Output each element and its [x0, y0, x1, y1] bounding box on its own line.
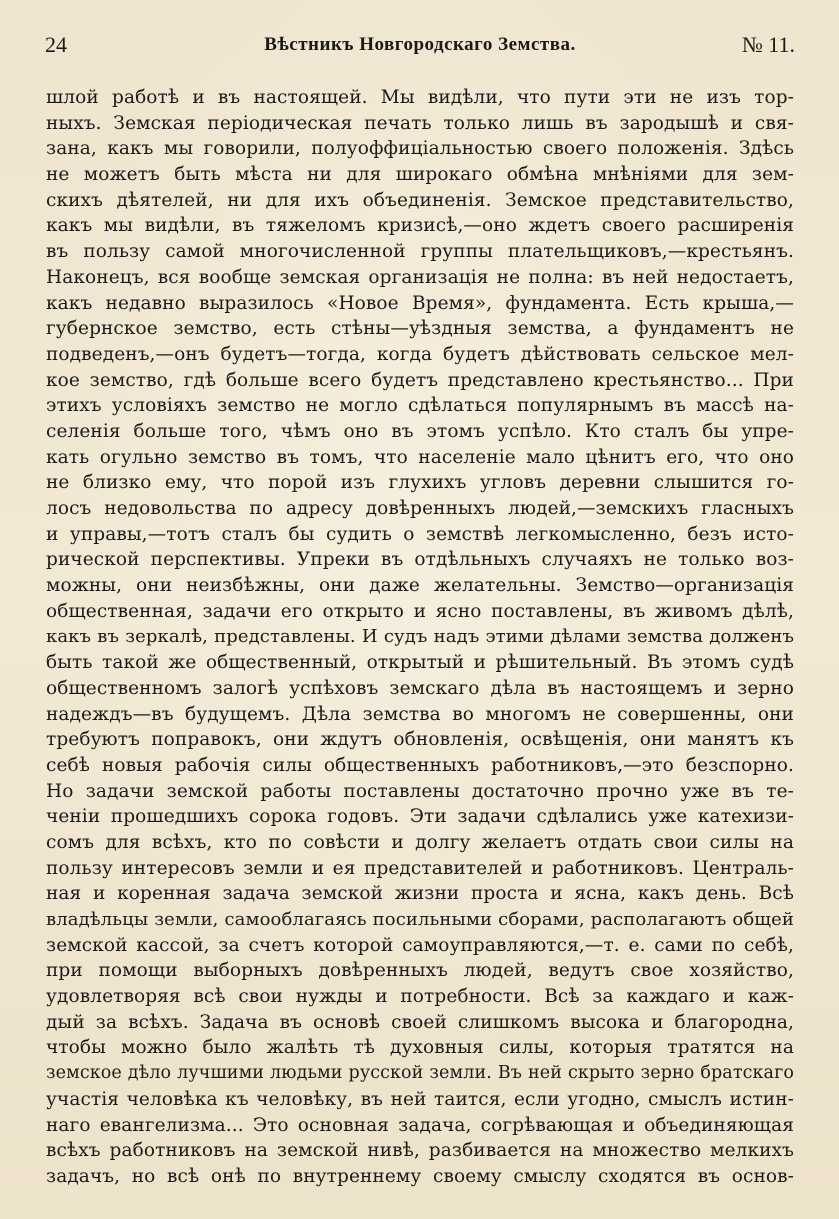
text-line: Наконецъ, вся вообще земская организація не полна: въ ней недостаетъ,	[46, 266, 794, 288]
text-line: надеждъ—въ будущемъ. Дѣла земства во многомъ не совершенны, они	[46, 703, 794, 725]
body-text	[46, 85, 794, 1190]
text-line: земской кассой, за счетъ которой самоуправляются,—т. е. сами по себѣ,	[46, 934, 794, 956]
text-line: этихъ условіяхъ земство не могло сдѣлаться популярнымъ въ массѣ на-	[46, 395, 794, 417]
text-line: кое земство, гдѣ больше всего будетъ представлено крестьянство... При	[46, 369, 794, 391]
text-line: ченіи прошедшихъ сорока годовъ. Эти задачи сдѣлались уже катехизи-	[46, 806, 794, 828]
text-line: сомъ для всѣхъ, кто по совѣсти и долгу желаетъ отдать свои силы на	[46, 831, 794, 853]
text-line: какъ мы видѣли, въ тяжеломъ кризисѣ,—оно ждетъ своего расширенія	[46, 215, 794, 237]
text-line: быть такой же общественный, открытый и рѣшительный. Въ этомъ судѣ	[46, 652, 794, 674]
text-line: себѣ новыя рабочія силы общественныхъ работниковъ,—это безспорно.	[46, 754, 794, 776]
text-line: чтобы можно было жалѣть тѣ духовныя силы, которыя тратятся на	[46, 1037, 794, 1059]
text-line: не близко ему, что порой изъ глухихъ угловъ деревни слышится го-	[46, 472, 794, 494]
page-number: 24	[45, 32, 67, 57]
text-line: Но задачи земской работы поставлены достаточно прочно уже въ те-	[46, 780, 794, 802]
running-title: Вѣстникъ Новгородскаго Земства.	[264, 34, 576, 55]
text-line: владѣльцы земли, самооблагаясь посильными сборами, располагаютъ общей	[46, 909, 794, 930]
text-line: лосъ недовольства по адресу довѣренныхъ людей,—земскихъ гласныхъ	[46, 498, 794, 519]
issue-number: № 11.	[741, 32, 795, 57]
text-line: общественномъ залогѣ успѣховъ земскаго дѣла въ настоящемъ и зерно	[46, 677, 794, 699]
text-line: дый за всѣхъ. Задача въ основѣ своей слишкомъ высока и благородна,	[46, 1011, 794, 1033]
text-line: пользу интересовъ земли и ея представителей и работниковъ. Централь-	[46, 857, 794, 879]
text-line: какъ въ зеркалѣ, представлены. И судъ надъ этими дѣлами земства долженъ	[46, 626, 794, 648]
text-line: наго евангелизма... Это основная задача, согрѣвающая и объединяющая	[46, 1114, 794, 1136]
text-line: задачъ, но всѣ онѣ по внутреннему своему смыслу сходятся въ основ-	[46, 1165, 794, 1187]
text-line: не можетъ быть мѣста ни для широкаго обмѣна мнѣніями для зем-	[46, 164, 794, 186]
text-line: участія человѣка къ человѣку, въ ней таится, если угодно, смыслъ истин-	[46, 1088, 794, 1110]
text-line: и управы,—тотъ сталъ бы судить о земствѣ легкомысленно, безъ исто-	[46, 523, 794, 545]
page-header	[45, 30, 795, 60]
text-line: ныхъ. Земская періодическая печать только лишь въ зародышѣ и свя-	[46, 112, 794, 134]
text-line: скихъ дѣятелей, ни для ихъ объединенія. Земское представительство,	[46, 189, 794, 211]
text-line: какъ недавно выразилось «Новое Время», фундамента. Есть крыша,—	[46, 292, 794, 314]
text-line: шлой работѣ и въ настоящей. Мы видѣли, что пути эти не изъ тор-	[46, 87, 794, 108]
text-line: зана, какъ мы говорили, полуоффиціальностью своего положенія. Здѣсь	[46, 138, 794, 160]
text-line: земское дѣло лучшими людьми русской земли. Въ ней скрыто зерно братскаго	[46, 1063, 794, 1084]
text-line: можны, они неизбѣжны, они даже желательны. Земство—организація	[46, 575, 794, 597]
text-line: требуютъ поправокъ, они ждутъ обновленія, освѣщенія, они манятъ къ	[46, 729, 794, 751]
text-line: ная и коренная задача земской жизни проста и ясна, какъ день. Всѣ	[46, 883, 794, 905]
text-line: рической перспективы. Упреки въ отдѣльныхъ случаяхъ не только воз-	[46, 549, 794, 571]
text-line: въ пользу самой многочисленной группы плательщиковъ,—крестьянъ.	[46, 241, 794, 263]
text-line: при помощи выборныхъ довѣренныхъ людей, ведутъ свое хозяйство,	[46, 960, 794, 982]
text-line: кать огульно земство въ томъ, что населеніе мало цѣнитъ его, что оно	[46, 446, 794, 468]
text-line: всѣхъ работниковъ на земской нивѣ, разбивается на множество мелкихъ	[46, 1140, 794, 1162]
text-line: селенія больше того, чѣмъ оно въ этомъ успѣло. Кто сталъ бы упре-	[46, 420, 794, 442]
text-line: общественная, задачи его открыто и ясно поставлены, въ живомъ дѣлѣ,	[46, 600, 794, 622]
text-line: удовлетворяя всѣ свои нужды и потребности. Всѣ за каждаго и каж-	[46, 986, 794, 1008]
text-line: подведенъ,—онъ будетъ—тогда, когда будетъ дѣйствовать сельское мел-	[46, 343, 794, 365]
text-line: губернское земство, есть стѣны—уѣздныя земства, а фундаментъ не	[46, 318, 794, 340]
